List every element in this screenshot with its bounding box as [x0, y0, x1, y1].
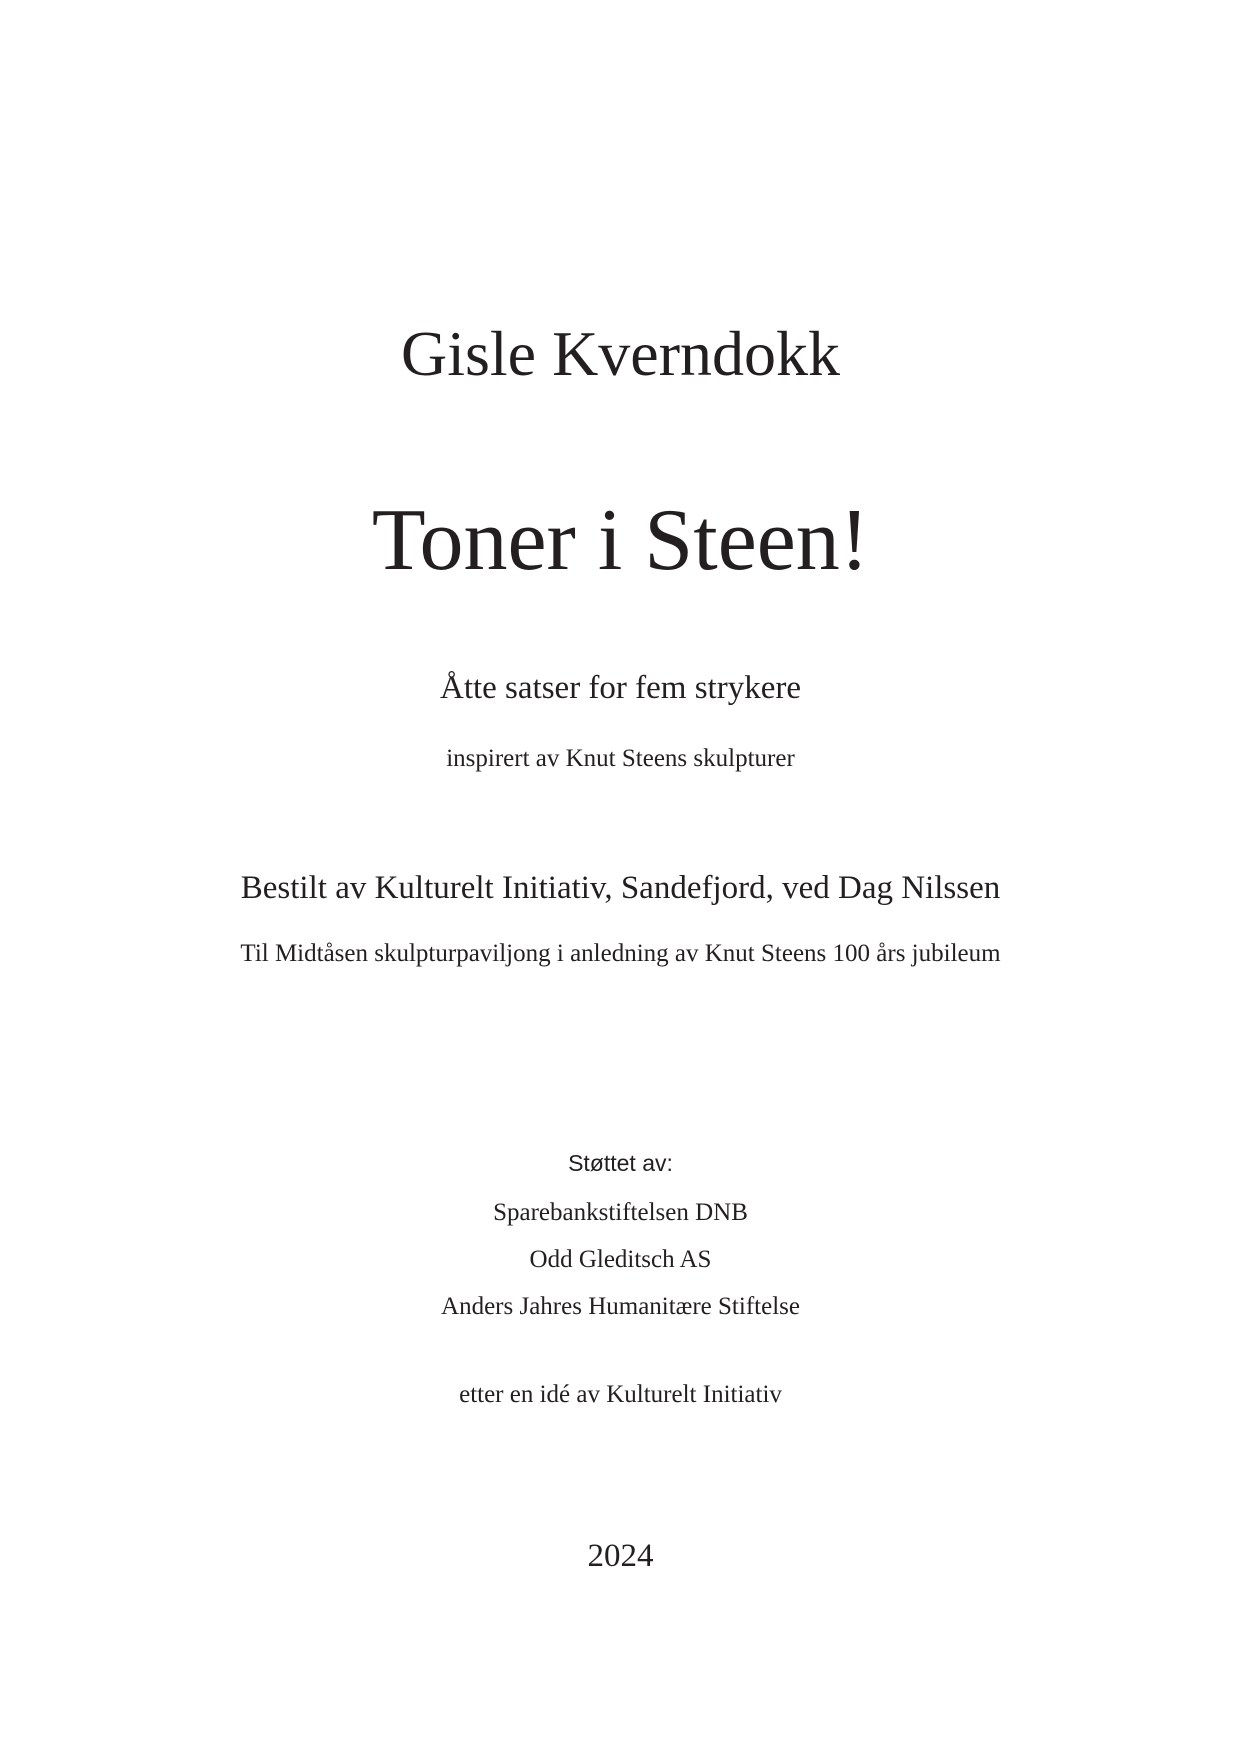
year: 2024 [587, 1538, 654, 1574]
supporter-item: Sparebankstiftelsen DNB [493, 1199, 748, 1226]
idea-credit: etter en idé av Kulturelt Initiativ [459, 1381, 782, 1408]
dedication-note: Til Midtåsen skulpturpaviljong i anledning av Knut Steens 100 års jubileum [240, 940, 1001, 967]
inspiration-note: inspirert av Knut Steens skulpturer [446, 745, 795, 772]
composer-name: Gisle Kverndokk [400, 318, 841, 389]
commission-note: Bestilt av Kulturelt Initiativ, Sandefjord, ved Dag Nilssen [240, 870, 1001, 906]
supporter-item: Odd Gleditsch AS [529, 1246, 712, 1273]
work-subtitle: Åtte satser for fem strykere [439, 670, 802, 706]
supported-by-label: Støttet av: [568, 1150, 673, 1176]
work-title: Toner i Steen! [371, 492, 870, 589]
supporter-item: Anders Jahres Humanitære Stiftelse [441, 1293, 800, 1320]
